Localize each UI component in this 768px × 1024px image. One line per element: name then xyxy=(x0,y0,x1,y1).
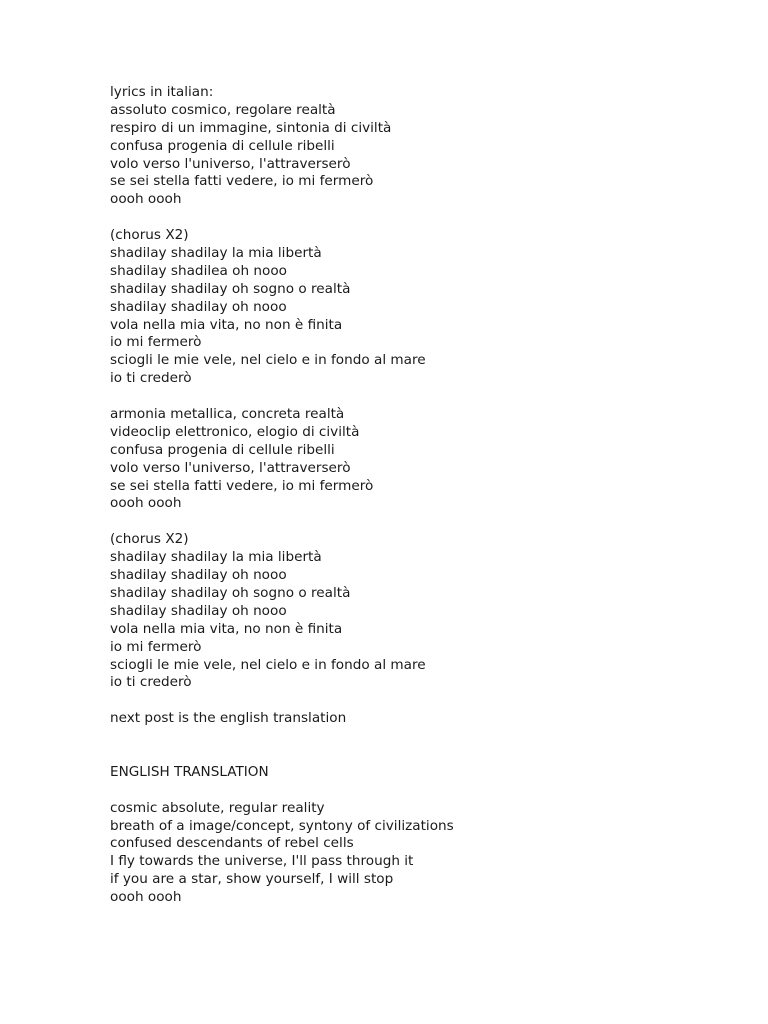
blank-line xyxy=(110,209,730,227)
text-line: (chorus X2) xyxy=(110,227,189,244)
text-line: shadilay shadilay oh sogno o realtà xyxy=(110,280,351,297)
text-line: assoluto cosmico, regolare realtà xyxy=(110,101,336,118)
text-line: (chorus X2) xyxy=(110,531,189,548)
text-line: se sei stella fatti vedere, io mi fermerò xyxy=(110,173,374,190)
blank-line xyxy=(110,513,730,531)
text-line: volo verso l'universo, l'attraverserò xyxy=(110,459,351,476)
text-line: lyrics in italian: xyxy=(110,84,214,100)
text-line: I fly towards the universe, I'll pass through it xyxy=(110,853,414,870)
text-line: io mi fermerò xyxy=(110,334,202,351)
text-line: oooh oooh xyxy=(110,495,182,512)
text-line: confusa progenia di cellule ribelli xyxy=(110,441,335,458)
text-line: videoclip elettronico, elogio di civiltà xyxy=(110,423,360,440)
blank-line xyxy=(110,746,730,764)
text-line: sciogli le mie vele, nel cielo e in fondo al mare xyxy=(110,656,426,673)
text-line: vola nella mia vita, no non è finita xyxy=(110,316,343,333)
text-line: shadilay shadilay oh nooo xyxy=(110,298,287,315)
text-line: vola nella mia vita, no non è finita xyxy=(110,620,343,637)
text-line: io mi fermerò xyxy=(110,638,202,655)
text-line: sciogli le mie vele, nel cielo e in fondo al mare xyxy=(110,352,426,369)
document-body xyxy=(110,84,730,907)
text-line: shadilay shadilay oh nooo xyxy=(110,567,287,584)
text-line: confused descendants of rebel cells xyxy=(110,835,354,852)
text-line: respiro di un immagine, sintonia di civiltà xyxy=(110,119,392,136)
text-line: cosmic absolute, regular reality xyxy=(110,799,325,816)
text-line: shadilay shadilay la mia libertà xyxy=(110,245,322,262)
text-line: io ti crederò xyxy=(110,674,192,691)
text-line: io ti crederò xyxy=(110,370,192,387)
text-line: ENGLISH TRANSLATION xyxy=(110,763,269,780)
blank-line xyxy=(110,388,730,406)
blank-line xyxy=(110,692,730,710)
text-line: shadilay shadilea oh nooo xyxy=(110,262,287,279)
text-line: shadilay shadilay oh sogno o realtà xyxy=(110,584,351,601)
text-line: volo verso l'universo, l'attraverserò xyxy=(110,155,351,172)
text-line: se sei stella fatti vedere, io mi fermerò xyxy=(110,477,374,494)
text-line: if you are a star, show yourself, I will stop xyxy=(110,871,394,888)
text-line: next post is the english translation xyxy=(110,710,347,727)
text-line: armonia metallica, concreta realtà xyxy=(110,406,345,423)
text-line: confusa progenia di cellule ribelli xyxy=(110,137,335,154)
text-line: oooh oooh xyxy=(110,191,182,208)
blank-line xyxy=(110,782,730,800)
text-line: oooh oooh xyxy=(110,889,182,906)
text-line: shadilay shadilay la mia libertà xyxy=(110,549,322,566)
text-line: breath of a image/concept, syntony of civilizations xyxy=(110,817,454,834)
blank-line xyxy=(110,728,730,746)
text-line: shadilay shadilay oh nooo xyxy=(110,602,287,619)
